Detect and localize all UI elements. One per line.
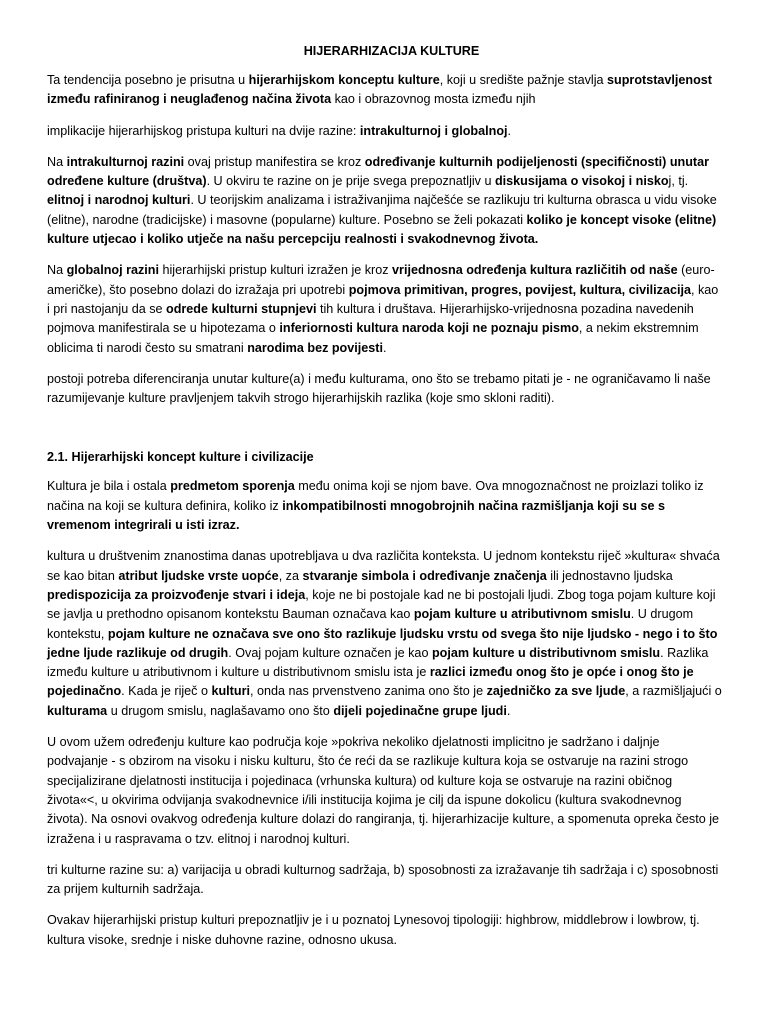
body-paragraph: [47, 71, 722, 110]
bold-text-run: vrijednosna određenja kultura različitih od naše: [392, 263, 678, 278]
text-run: Kultura je bila i ostala: [47, 479, 171, 494]
body-paragraph: [47, 153, 722, 249]
text-run: tri kulturne razine su: a) varijacija u obradi kulturnog sadržaja, b) sposobnosti za izražavanje tih sadržaja i c) sposobnosti za prijem kulturnih sadržaja.: [47, 862, 719, 897]
text-run: , za: [278, 568, 303, 583]
bold-text-run: dijeli pojedinačne grupe ljudi: [333, 703, 507, 718]
text-run: tih kultura i društava. Hijerarhijsko-vrijednosna pozadina navedenih pojmova manifestirala se u hipotezama o: [47, 301, 694, 336]
bold-text-run: razlici između onog što je opće i onog što je pojedinačno: [47, 665, 694, 699]
bold-text-run: koliko je koncept visoke (elitne) kulture utjecao i koliko utječe na našu percepciju realnosti i svakodnevnog života.: [47, 212, 717, 247]
text-run: kao i obrazovnog mosta između njih: [331, 92, 536, 107]
bold-text-run: suprotstavljenost između rafiniranog i neuglađenog načina života: [47, 73, 712, 107]
bold-text-run: inkompatibilnosti mnogobrojnih načina razmišljanja koji su se s vremenom integrirali u isti izraz.: [47, 498, 665, 533]
bold-text-run: pojam kulture u atributivnom smislu: [413, 607, 631, 622]
bold-text-run: diskusijama o visokoj i nisko: [494, 174, 669, 189]
text-run: . Ovaj pojam kulture označen je kao: [228, 645, 432, 660]
body-paragraph: [47, 911, 722, 950]
document-title: HIJERARHIZACIJA KULTURE: [303, 44, 480, 58]
bold-text-run: intrakulturnoj i globalnoj: [359, 123, 508, 138]
body-paragraph: [47, 547, 722, 721]
bold-text-run: narodima bez povijesti: [247, 340, 383, 355]
text-run: implikacije hijerarhijskog pristupa kulturi na dvije razine:: [47, 123, 360, 138]
text-run: u drugom smislu, naglašavamo ono što: [107, 703, 334, 718]
body-paragraph: [47, 122, 722, 141]
text-run: .: [382, 340, 387, 355]
text-run: .: [506, 703, 511, 718]
body-paragraph: [47, 861, 722, 900]
text-run: hijerarhijski pristup kulturi izražen je kroz: [158, 263, 393, 278]
text-run: , onda nas prvenstveno zanima ono što je: [249, 684, 487, 699]
text-run: , a nekim ekstremnim oblicima ti narodi često su smatrani: [47, 321, 699, 355]
bold-text-run: zajedničko za sve ljude: [486, 684, 626, 699]
text-run: (euro-američke), što posebno dolazi do izražaja pri upotrebi: [47, 263, 715, 297]
text-run: j, tj.: [668, 174, 689, 189]
text-run: Na: [47, 154, 67, 169]
section-gap: [47, 420, 722, 448]
body-paragraph: [47, 261, 722, 357]
bold-text-run: intrakulturnoj razini: [66, 154, 185, 169]
bold-text-run: predispozicija za proizvođenje stvari i ideja: [47, 587, 306, 602]
text-run: . Razlika između kulture u atributivnom i kulture u distributivnom smislu ista je: [47, 645, 709, 680]
text-run: Ta tendencija posebno je prisutna u: [47, 73, 249, 87]
body-paragraph: [47, 477, 722, 535]
text-run: . U okviru te razine on je prije svega prepoznatljiv u: [206, 174, 495, 189]
text-run: , koji u središte pažnje stavlja: [439, 73, 608, 87]
bold-text-run: kulturama: [47, 703, 108, 718]
text-run: , koje ne bi postojale kad ne bi postojali ljudi. Zbog toga pojam kulture koji se javlja u prethodno opisanom kontekstu Bauman označava kao: [47, 587, 716, 622]
text-run: među onima koji se njom bave. Ova mnogoznačnost ne proizlazi toliko iz načina na koji se kultura definira, koliko iz: [47, 479, 704, 513]
text-run: .: [507, 123, 512, 138]
text-run: ovaj pristup manifestira se kroz: [184, 154, 365, 169]
bold-text-run: kulturi: [211, 684, 250, 699]
intro-section: [47, 71, 722, 408]
text-run: , kao i pri nastojanju da se: [47, 282, 719, 316]
bold-text-run: hijerarhijskom konceptu kulture: [248, 73, 440, 87]
bold-text-run: određivanje kulturnih podijeljenosti (specifičnosti) unutar određene kulture (društva): [47, 154, 710, 189]
bold-text-run: odrede kulturni stupnjevi: [166, 301, 317, 316]
text-run: , a razmišljajući o: [625, 684, 722, 699]
text-run: postoji potreba diferenciranja unutar kulture(a) i među kulturama, ono što se trebamo pitati je - ne ograničavamo li naše razumijevanje kulture pravljenjem takvih strogo hijerarhijskih razlika (koje smo skloni raditi).: [47, 371, 711, 406]
bold-text-run: atribut ljudske vrste uopće: [118, 568, 279, 583]
text-run: kultura u društvenim znanostima danas upotrebljava u dva različita konteksta. U jednom kontekstu riječ »kultura« shvaća se kao bitan: [47, 549, 720, 583]
bold-text-run: predmetom sporenja: [170, 479, 295, 494]
section-heading: 2.1. Hijerarhijski koncept kulture i civilizacije: [47, 450, 314, 465]
text-run: ili jednostavno ljudska: [546, 568, 673, 583]
text-run: . U drugom kontekstu,: [47, 607, 694, 641]
bold-text-run: inferiornosti kultura naroda koji ne poznaju pismo: [279, 321, 579, 336]
body-paragraph: [47, 733, 722, 849]
bold-text-run: stvaranje simbola i određivanje značenja: [302, 568, 547, 583]
bold-text-run: elitnoj i narodnoj kulturi: [47, 193, 191, 208]
text-run: . Kada je riječ o: [121, 684, 212, 699]
bold-text-run: pojam kulture ne označava sve ono što razlikuje ljudsku vrstu od svega što nije ljudsko - nego i to što jedne ljude razlikuje od drugih: [47, 626, 718, 660]
text-run: Ovakav hijerarhijski pristup kulturi prepoznatljiv je i u poznatoj Lynesovoj tipologiji: highbrow, middlebrow i lowbrow, tj. kultura visoke, srednje i niske duhovne razine, odnosno ukusa.: [47, 913, 700, 947]
bold-text-run: pojmova primitivan, progres, povijest, kultura, civilizacija: [348, 282, 691, 297]
text-run: . U teorijskim analizama i istraživanjima najčešće se razlikuju tri kulturna obrasca u vidu visoke (elitne), narodne (tradicijske) i masovne (popularne) kulture. Posebno se želi pokazati: [47, 193, 717, 227]
body-paragraph: [47, 370, 722, 409]
bold-text-run: globalnoj razini: [66, 263, 159, 278]
text-run: Na: [47, 263, 67, 278]
text-run: U ovom užem određenju kulture kao područja koje »pokriva nekoliko djelatnosti implicitno je sadržano i daljnje podvajanje - s obzirom na visoku i nisku kulturu, što će reći da se razlikuje kultura koja se ostvaruje na razini strogo specijalizirane djelatnosti institucija i pojedinaca (vrhunska kultura) od kulture koja se ostvaruje na razini običnog života«<, u okvirima odvijanja svakodnevnice i/ili institucija kojima je cilj da ispune dokolicu (kultura svakodnevnog života). Na osnovi ovakvog određenja kulture dolazi do rangiranja, tj. hijerarhizacije kulture, a spomenuta opreka često je izražena i u raspravama o tzv. elitnoj i narodnoj kulturi.: [47, 735, 720, 846]
bold-text-run: pojam kulture u distributivnom smislu: [431, 645, 661, 660]
section-2-1-body: [47, 477, 722, 950]
